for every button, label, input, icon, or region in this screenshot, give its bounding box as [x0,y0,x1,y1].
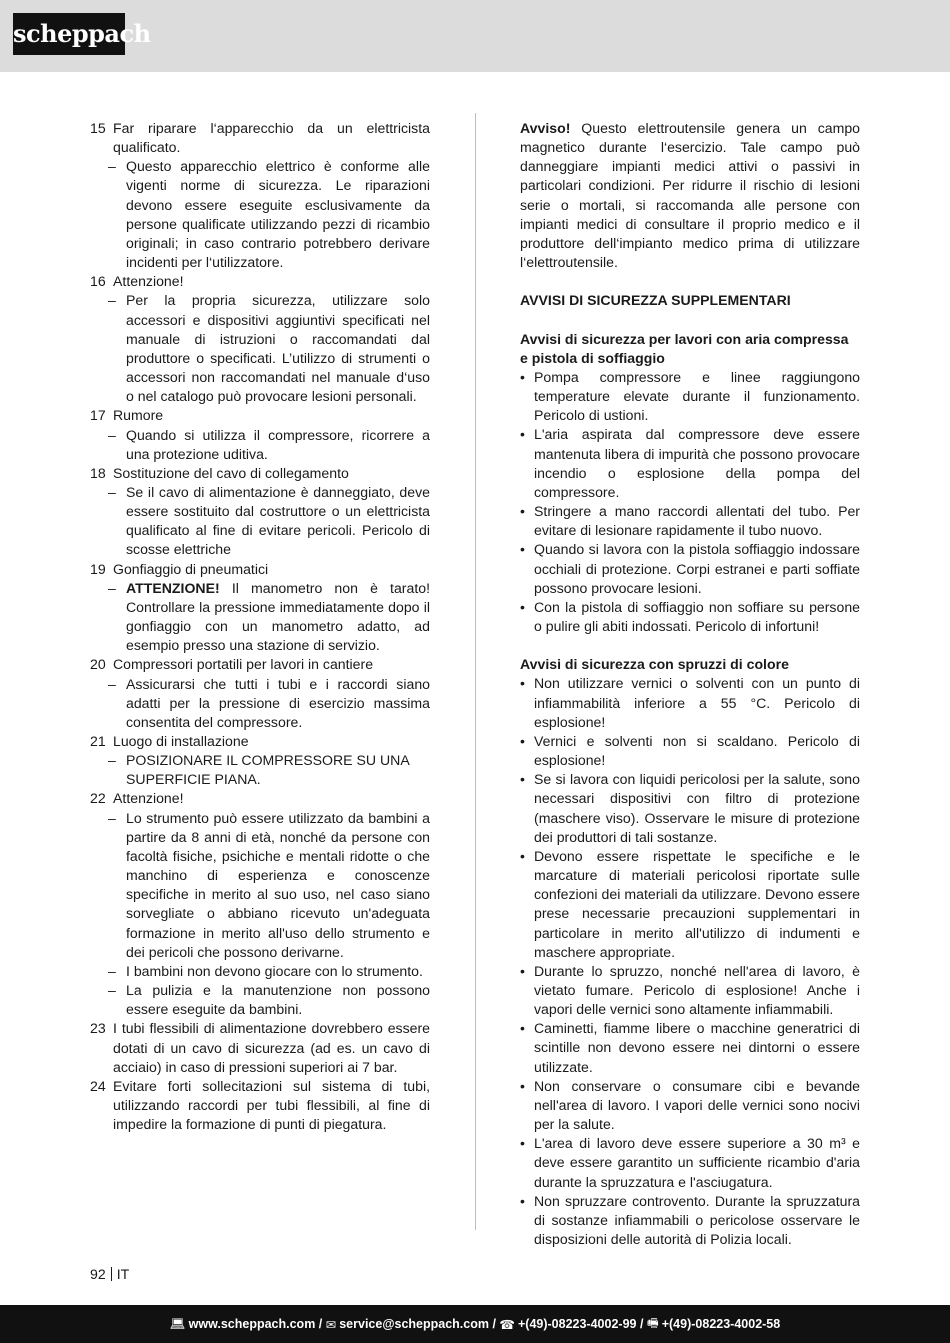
sub-item-text: La pulizia e la manutenzione non possono essere eseguite da bambini. [126,982,430,1018]
bullet-item: • Quando si lavora con la pistola soffiaggio indossare occhiali di protezione. Corpi estranei e parti soffiate possono provocare lesioni. [520,540,860,597]
sub-item: – Assicurarsi che tutti i tubi e i raccordi siano adatti per la pressione di esercizio massima consentita del compressore. [108,675,430,732]
list-item [90,655,430,674]
bullet-text: Vernici e solventi non si scaldano. Pericolo di esplosione! [534,732,860,769]
item-title: Compressori portatili per lavori in cantiere [113,656,374,673]
list-item [90,406,430,425]
email-link[interactable]: service@scheppach.com [339,1317,489,1331]
list-item [90,119,430,157]
list-item [90,789,430,808]
bullet-text: Non utilizzare vernici o solventi con un punto di infiammabilità inferiore a 55 °C. Pericolo di esplosione! [534,675,860,730]
sub-item: – I bambini non devono giocare con lo strumento. [108,962,430,981]
sub-item: – ATTENZIONE! Il manometro non è tarato! Controllare la pressione immediatamente dopo il gonfiaggio con un manometro adatto, ad esempio presso una stazione di servizio. [108,579,430,656]
warning-label: ATTENZIONE! [126,579,220,596]
sub-item: – Questo apparecchio elettrico è conforme alle vigenti norme di sicurezza. Le riparazioni devono essere eseguite esclusivamente da persone qualificate utilizzando pezzi di ricambio originali; in caso contrario potrebbero derivare incidenti per l‘utilizzatore. [108,157,430,272]
bullet-item: • Non conservare o consumare cibi e bevande nell'area di lavoro. I vapori delle vernici sono nocivi per la salute. [520,1077,860,1134]
section-title: AVVISI DI SICUREZZA SUPPLEMENTARI [520,292,791,309]
item-number: 19 [90,560,106,577]
sub-item-text [126,579,430,656]
separator: / [636,1317,647,1331]
bullet-text: Non spruzzare controvento. Durante la spruzzatura di sostanze infiammabili o pericolose osservare le disposizioni delle autorità di Polizia locali. [534,1192,860,1248]
bullet-item: • L'aria aspirata dal compressore deve essere mantenuta libera di impurità che possono provocare incendio o esplosione della pompa del compressore. [520,425,860,502]
bullet-item: • Non utilizzare vernici o solventi con un punto di infiammabilità inferiore a 55 °C. Pericolo di esplosione! [520,674,860,731]
item-number: 17 [90,407,106,424]
item-title: Sostituzione del cavo di collegamento [113,464,349,481]
item-title: Attenzione! [113,273,184,290]
sub-item: – La pulizia e la manutenzione non possono essere eseguite da bambini. [108,981,430,1019]
bullet-text: L'area di lavoro deve essere superiore a 30 m³ e deve essere garantito un sufficiente ricambio d'aria durante la spruzzatura e l'asciugatura. [534,1135,860,1190]
item-number: 15 [90,120,106,136]
bullet-item: • Caminetti, fiamme libere o macchine generatrici di scintille non devono essere nei dintorni o essere utilizzate. [520,1019,860,1076]
sub-item: – Per la propria sicurezza, utilizzare solo accessori e dispositivi aggiuntivi specificati nel manuale di istruzioni o raccomandati dal produttore o specificati. L’utilizzo di strumenti o accessori non raccomandati nel manuale d‘uso o nel catalogo può provocare lesioni personali. [108,291,430,406]
fax-number: +(49)-08223-4002-58 [661,1317,781,1331]
language-code: IT [116,1266,130,1282]
item-title: Evitare forti sollecitazioni sul sistema di tubi, utilizzando raccordi per tubi flessibili, al fine di impedire la formazione di punti di piegatura. [113,1077,430,1133]
bullet-text: L'aria aspirata dal compressore deve essere mantenuta libera di impurità che possono provocare incendio o esplosione della pompa del compressore. [534,426,860,500]
bullet-item: • Se si lavora con liquidi pericolosi per la salute, sono necessari dispositivi con filtro di protezione (maschere viso). Osservare le misure di protezione dei produttori di tali sostanze. [520,770,860,847]
bullet-text: Se si lavora con liquidi pericolosi per la salute, sono necessari dispositivi con filtro di protezione (maschere viso). Osservare le misure di protezione dei produttori di tali sostanze. [534,771,860,845]
bullet-text: Quando si lavora con la pistola soffiaggio indossare occhiali di protezione. Corpi estranei e parti soffiate possono provocare lesioni. [534,541,860,596]
bullet-text: Non conservare o consumare cibi e bevande nell'area di lavoro. I vapori delle vernici sono nocivi per la salute. [534,1077,860,1133]
item-number: 24 [90,1077,106,1094]
contact-bar [0,1305,950,1343]
notice-text: Questo elettroutensile genera un campo magnetico durante l‘esercizio. Tale campo può danneggiare impianti medici attivi o passivi in particolari condizioni. Per ridurre il rischio di lesioni serie o mortali, si raccomanda alle persone con impianti medici di consultare il proprio medico e il produttore dell‘impianto medico prima di utilizzare l‘elettroutensile. [520,120,860,271]
list-item [90,560,430,579]
item-title: I tubi flessibili di alimentazione dovrebbero essere dotati di un cavo di sicurezza (ad es. un cavo di acciaio) in caso di pressioni superiori ai 7 bar. [113,1020,430,1075]
list-item [90,732,430,751]
bullet-text: Pompa compressore e linee raggiungono temperature elevate durante il funzionamento. Pericolo di ustioni. [534,369,860,424]
left-column [90,119,430,1134]
list-item [90,1019,430,1076]
right-column [520,119,860,1249]
bullet-text: Caminetti, fiamme libere o macchine generatrici di scintille non devono essere nei dintorni o essere utilizzate. [534,1020,860,1075]
bullet-item: • Devono essere rispettate le specifiche e le marcature di materiali pericolosi riportate sulle confezioni dei materiali da utilizzare. Devono essere prese necessarie precauzioni supplementari in particolare in merito all'utilizzo di indumenti e maschere appropriate. [520,847,860,962]
warning-text: Il manometro non è tarato! Controllare la pressione immediatamente dopo il gonfiaggio con un manometro adatto, ad esempio presso una stazione di servizio. [126,579,430,654]
item-title: Far riparare l‘apparecchio da un elettricista qualificato. [113,120,430,156]
item-title: Attenzione! [113,790,184,807]
bullet-item: • Non spruzzare controvento. Durante la spruzzatura di sostanze infiammabili o pericolose osservare le disposizioni delle autorità di Polizia locali. [520,1192,860,1249]
sub-item: – Lo strumento può essere utilizzato da bambini a partire da 8 anni di età, nonché da persone con facoltà fisiche, psichiche e mentali ridotte o che manchino di esperienza e conoscenze specifiche in merito al suo uso, nel caso siano sorvegliate o abbiano ricevuto un'adeguata formazione in merito all'uso dello strumento e dei pericoli che possono derivarne. [108,809,430,962]
bullet-text: Devono essere rispettate le specifiche e le marcature di materiali pericolosi riportate sulle confezioni dei materiali da utilizzare. Devono essere prese necessarie precauzioni supplementari in particolare in merito all'utilizzo di indumenti e maschere appropriate. [534,847,860,960]
sub-item-text: Assicurarsi che tutti i tubi e i raccordi siano adatti per la pressione di esercizio massima consentita del compressore. [126,675,430,730]
page-separator [111,1267,112,1281]
sub-item-text: Se il cavo di alimentazione è danneggiato, deve essere sostituito dal costruttore o un elettricista qualificato al fine di evitare pericoli. Pericolo di scosse elettriche [126,483,430,558]
bullet-item: • Con la pistola di soffiaggio non soffiare su persone o pulire gli abiti indossati. Pericolo di infortuni! [520,598,860,636]
separator: / [488,1317,500,1331]
sub-item: – POSIZIONARE IL COMPRESSORE SU UNA SUPERFICIE PIANA. [108,751,430,789]
bullet-item: • L'area di lavoro deve essere superiore a 30 m³ e deve essere garantito un sufficiente ricambio d'aria durante la spruzzatura e l'asciugatura. [520,1134,860,1191]
bullet-text: Durante lo spruzzo, nonché nell'area di lavoro, è vietato fumare. Pericolo di esplosione! Anche i vapori delle vernici sono altamente infiammabili. [534,962,860,1018]
page-number: 92 [90,1266,106,1282]
item-title: Rumore [113,407,164,424]
item-number: 20 [90,656,106,673]
column-divider [475,113,476,1230]
mail-icon: ✉ [325,1317,337,1332]
page-footer-label [90,1265,129,1284]
phone-number: +(49)-08223-4002-99 [517,1317,637,1331]
notice-label: Avviso! [520,120,571,136]
header-band [0,0,950,72]
item-number: 18 [90,464,106,481]
sub-item-text: POSIZIONARE IL COMPRESSORE SU UNA SUPERFICIE PIANA. [126,752,409,788]
item-number: 21 [90,733,106,749]
bullet-item: • Pompa compressore e linee raggiungono temperature elevate durante il funzionamento. Pericolo di ustioni. [520,368,860,425]
magnetic-field-notice [520,119,860,272]
sub-item-text: Lo strumento può essere utilizzato da bambini a partire da 8 anni di età, nonché da persone con facoltà fisiche, psichiche e mentali ridotte o che manchino di esperienza e conoscenze specifiche in merito al suo uso, nel caso siano sorvegliate o abbiano ricevuto un'adeguata formazione in merito all'uso dello strumento e dei pericoli che possono derivarne. [126,809,430,960]
item-title: Luogo di installazione [113,733,249,749]
list-item [90,1077,430,1134]
separator: / [315,1317,326,1331]
item-number: 22 [90,790,106,807]
item-title: Gonfiaggio di pneumatici [113,560,269,577]
bullet-text: Stringere a mano raccordi allentati del tubo. Per evitare di lesionare rapidamente il tubo nuovo. [534,503,860,539]
list-item [90,464,430,483]
item-number: 16 [90,273,106,290]
sub-item: – Se il cavo di alimentazione è danneggiato, deve essere sostituito dal costruttore o un elettricista qualificato al fine di evitare pericoli. Pericolo di scosse elettriche [108,483,430,560]
bullet-item: • Stringere a mano raccordi allentati del tubo. Per evitare di lesionare rapidamente il tubo nuovo. [520,502,860,540]
subsection-heading: Avvisi di sicurezza per lavori con aria compressa e pistola di soffiaggio [520,330,849,366]
brand-logo: scheppach [13,13,125,55]
list-item [90,272,430,291]
sub-item-text: Per la propria sicurezza, utilizzare solo accessori e dispositivi aggiuntivi specificati nel manuale di istruzioni o raccomandati dal produttore o specificati. L’utilizzo di strumenti o accessori non raccomandati nel manuale d‘uso o nel catalogo può provocare lesioni personali. [126,292,430,405]
bullet-text: Con la pistola di soffiaggio non soffiare su persone o pulire gli abiti indossati. Pericolo di infortuni! [534,598,860,635]
sub-item-text: Questo apparecchio elettrico è conforme alle vigenti norme di sicurezza. Le riparazioni devono essere eseguite esclusivamente da persone qualificate utilizzando pezzi di ricambio originali; in caso contrario potrebbero derivare incidenti per l‘utilizzatore. [126,158,430,271]
sub-item-text: I bambini non devono giocare con lo strumento. [126,962,423,979]
fax-icon: 🖷︎ [646,1315,659,1330]
bullet-item: • Vernici e solventi non si scaldano. Pericolo di esplosione! [520,732,860,770]
website-link[interactable]: www.scheppach.com [188,1317,316,1331]
sub-item-text: Quando si utilizza il compressore, ricorrere a una protezione uditiva. [126,426,430,462]
phone-icon: ☎ [499,1317,515,1332]
bullet-item: • Durante lo spruzzo, nonché nell'area di lavoro, è vietato fumare. Pericolo di esplosione! Anche i vapori delle vernici sono altamente infiammabili. [520,962,860,1019]
sub-item: – Quando si utilizza il compressore, ricorrere a una protezione uditiva. [108,426,430,464]
item-number: 23 [90,1020,106,1037]
subsection-heading: Avvisi di sicurezza con spruzzi di colore [520,656,789,673]
computer-icon: 💻︎ [169,1316,186,1331]
